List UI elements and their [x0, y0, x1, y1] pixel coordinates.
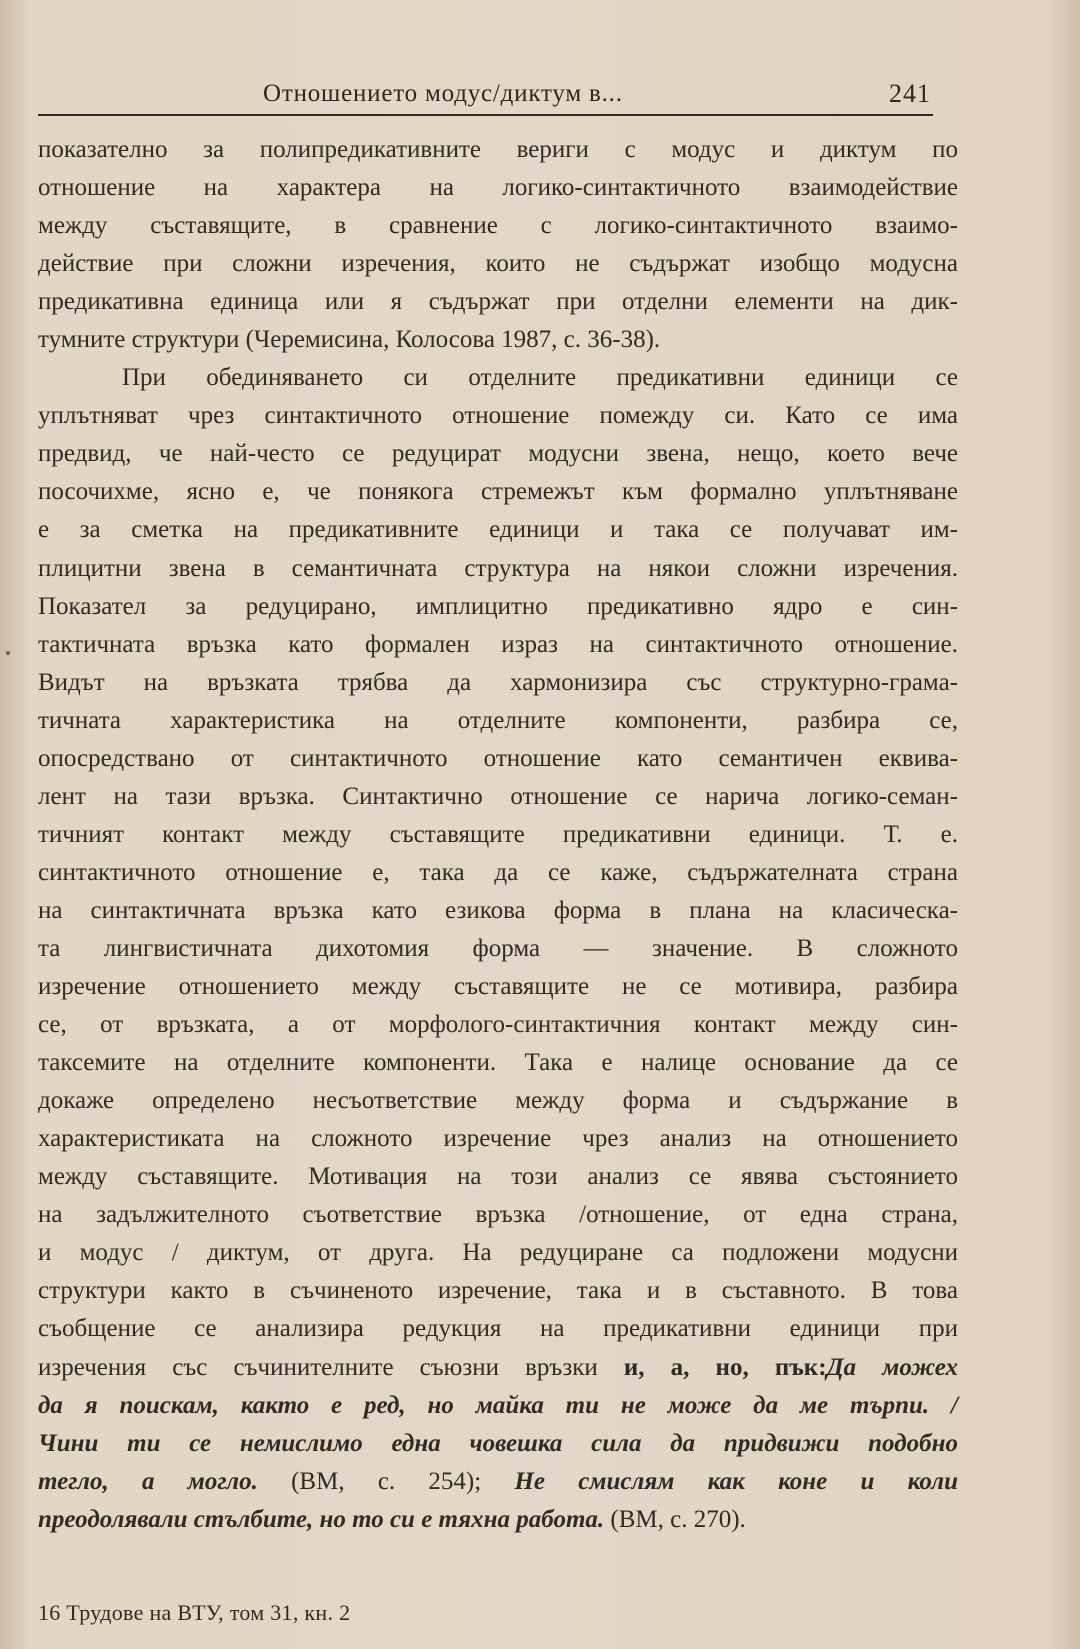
example-text: преодолявали стълбите, но то си е тяхна работа. [38, 1505, 605, 1533]
example-text: Да можех [826, 1353, 958, 1381]
text-line: на синтактичната връзка като езикова форма в плана на класическа- [38, 896, 958, 924]
text-line: между съставящите, в сравнение с логико-синтактичното взаимо- [38, 212, 958, 240]
text-line: тактичната връзка като формален израз на синтактичното отношение. [38, 630, 958, 658]
example-text: Не смислям как коне и коли [514, 1467, 959, 1495]
example-text: да я поискам, както е ред, но майка ти не може да ме търпи. / [38, 1391, 958, 1419]
text-line: посочихме, ясно е, че понякога стремежът към формално уплътняване [38, 478, 958, 506]
running-header [38, 74, 933, 116]
text-line: При обединяването си отделните предикативни единици се [122, 364, 958, 392]
text-line: отношение на характера на логико-синтактичното взаимодействие [38, 174, 958, 202]
text-line: се, от връзката, а от морфолого-синтактичния контакт между син- [38, 1011, 958, 1039]
text-line-mixed [38, 1349, 958, 1387]
text-line: уплътняват чрез синтактичното отношение помежду си. Като се има [38, 402, 958, 430]
text-line: тумните структури (Черемисина, Колосова 1987, с. 36-38). [38, 326, 661, 354]
text-line: действие при сложни изречения, които не съдържат изобщо модусна [38, 250, 958, 278]
text-line-mixed [38, 1501, 958, 1539]
example-text: Чини ти се немислимо една човешка сила да придвижи подобно [38, 1429, 958, 1457]
text-line-mixed [38, 1463, 958, 1501]
text-line: съобщение се анализира редукция на предикативни единици при [38, 1315, 958, 1343]
text-line: предикативна единица или я съдържат при отделни елементи на дик- [38, 288, 958, 316]
text-line: предвид, че най-често се редуцират модусни звена, нещо, което вече [38, 440, 958, 468]
plain-text: изречения със съчинителните съюзни връзки [38, 1353, 624, 1381]
text-line: е за сметка на предикативните единици и така се получават им- [38, 516, 958, 544]
bold-conjunctions: и, а, но, пък: [623, 1353, 827, 1381]
text-line: и модус / диктум, от друга. На редуциране са подложени модусни [38, 1239, 958, 1267]
text-line: плицитни звена в семантичната структура на някои сложни изречения. [38, 554, 958, 582]
citation: (ВМ, с. 270). [604, 1505, 746, 1533]
paragraph-2 [38, 359, 958, 1538]
running-title: Отношението модус/диктум в... [263, 80, 623, 107]
text-line: показателно за полипредикативните вериги с модус и диктум по [38, 136, 958, 163]
page-footer: 16 Трудове на ВТУ, том 31, кн. 2 [38, 1600, 351, 1625]
text-line: тичната характеристика на отделните компоненти, разбира се, [38, 706, 958, 734]
text-line: тичният контакт между съставящите предикативни единици. Т. е. [38, 820, 958, 848]
text-line: опосредствано от синтактичното отношение като семантичен еквива- [38, 744, 958, 772]
text-line: таксемите на отделните компоненти. Така е налице основание да се [38, 1049, 958, 1077]
text-line: Видът на връзката трябва да хармонизира със структурно-грама- [38, 668, 958, 696]
text-line: между съставящите. Мотивация на този анализ се явява състоянието [38, 1163, 958, 1191]
text-line: на задължителното съответствие връзка /отношение, от една страна, [38, 1201, 958, 1229]
text-line: докаже определено несъответствие между форма и съдържание в [38, 1087, 958, 1115]
citation: (ВМ, с. 254); [257, 1467, 515, 1495]
text-line: изречение отношението между съставящите не се мотивира, разбира [38, 973, 958, 1001]
text-line: структури както в съчиненото изречение, така и в съставното. В това [38, 1277, 958, 1305]
text-line: та лингвистичната дихотомия форма — значение. В сложното [38, 934, 958, 962]
example-text: тегло, а могло. [38, 1467, 258, 1495]
text-line: Показател за редуцирано, имплицитно предикативно ядро е син- [38, 592, 958, 620]
page-number: 241 [889, 79, 931, 108]
margin-dot [6, 651, 10, 655]
body-text [38, 131, 958, 1539]
text-line: характеристиката на сложното изречение чрез анализ на отношението [38, 1125, 958, 1153]
text-line-example [38, 1387, 958, 1425]
text-line-example [38, 1425, 958, 1463]
text-line: лент на тази връзка. Синтактично отношение се нарича логико-семан- [38, 782, 958, 810]
text-line: синтактичното отношение е, така да се каже, съдържателната страна [38, 858, 958, 886]
paragraph-1 [38, 131, 958, 359]
